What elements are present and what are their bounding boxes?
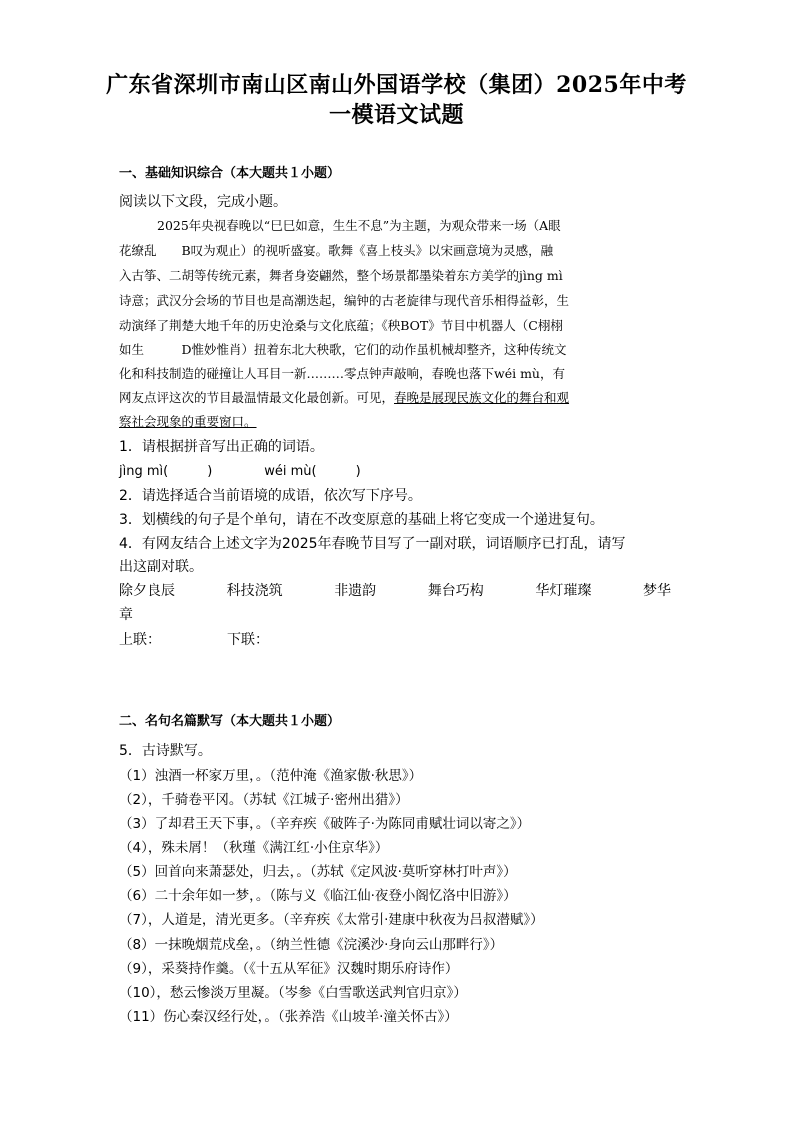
- passage-line-6: 如生 D惟妙惟肖）扭着东北大秧歌，它们的动作虽机械却整齐，这种传统文: [119, 342, 567, 357]
- question-3: 3．划横线的句子是个单句，请在不改变原意的基础上将它变成一个递进复句。: [119, 512, 604, 528]
- section1-heading: 一、基础知识综合（本大题共１小题）: [119, 166, 341, 181]
- question-1: 1．请根据拼音写出正确的词语。: [119, 439, 324, 455]
- poem-item-1: （1）浊酒一杯家万里，。（范仲淹《渔家傲·秋思》）: [119, 768, 423, 784]
- question-2: 2．请选择适合当前语境的成语，依次写下序号。: [119, 488, 422, 504]
- poem-item-6: （6）二十余年如一梦，。（陈与义《临江仙·夜登小阁忆洛中旧游》）: [119, 888, 517, 904]
- couplet-word: 科技浇筑: [226, 583, 283, 599]
- couplet-word: 梦华: [642, 583, 671, 599]
- passage-line-8: [119, 388, 674, 406]
- passage-line-9: [119, 412, 674, 430]
- passage-line-5: 动演绎了荆楚大地千年的历史沧桑与文化底蕴；《秧BOT》节目中机器人（C栩栩: [119, 318, 563, 333]
- couplet-lower-label: 下联：: [227, 632, 269, 648]
- section1-intro: 阅读以下文段，完成小题。: [119, 194, 287, 210]
- question-4-line1: 4．有网友结合上述文字为2025年春晚节目写了一副对联，词语顺序已打乱，请写: [119, 536, 626, 552]
- poem-item-4: （4），殊未屑！（秋瑾《满江红·小住京华》）: [119, 840, 389, 856]
- question-4-line2: 出这副对联。: [119, 559, 203, 575]
- passage-line-8-text: 网友点评这次的节目最温情最文化最创新。可见，: [119, 390, 395, 405]
- couplet-word: 舞台巧构: [427, 583, 484, 599]
- poem-item-10: （10），愁云惨淡万里凝。（岑参《白雪歌送武判官归京》）: [119, 985, 467, 1001]
- couplet-word: 非遗韵: [334, 583, 377, 599]
- passage-line-2: 花缭乱 B叹为观止）的视听盛宴。歌舞《喜上枝头》以宋画意境为灵感，融: [119, 243, 554, 258]
- section2-heading: 二、名句名篇默写（本大题共１小题）: [119, 714, 341, 729]
- passage-line-3: 入古筝、二胡等传统元素，舞者身姿翩然，整个场景都墨染着东方美学的jìng mì: [119, 268, 563, 283]
- poem-item-7: （7），人道是，清光更多。（辛弃疾《太常引·建康中秋夜为吕叔潜赋》）: [119, 912, 544, 928]
- document-title-line1: 广东省深圳市南山区南山外国语学校（集团）2025年中考: [106, 72, 687, 98]
- poem-item-3: （3）了却君王天下事，。（辛弃疾《破阵子·为陈同甫赋壮词以寄之》）: [119, 816, 531, 832]
- passage-line-7: 化和科技制造的碰撞让人耳目一新………零点钟声敲响，春晚也落下wéi mù，有: [119, 366, 565, 381]
- couplet-word: 华灯璀璨: [535, 583, 592, 599]
- document-title-line2: 一模语文试题: [328, 102, 464, 128]
- underlined-sentence-part1: 春晚是展现民族文化的舞台和观: [394, 390, 570, 405]
- couplet-upper-label: 上联：: [119, 632, 161, 648]
- underlined-sentence-part2: 察社会现象的重要窗口。: [119, 414, 257, 429]
- poem-item-2: （2），千骑卷平冈。（苏轼《江城子·密州出猎》）: [119, 792, 409, 808]
- couplet-word-list: [119, 580, 671, 600]
- couplet-word-overflow: 章: [119, 607, 133, 623]
- poem-item-8: （8）一抹晚烟荒戍垒，。（纳兰性德《浣溪沙·身向云山那畔行》）: [119, 937, 504, 953]
- couplet-word: 除夕良辰: [119, 583, 175, 599]
- passage-line-4: 诗意；武汉分会场的节目也是高潮迭起，编钟的古老旋律与现代音乐相得益彰，生: [119, 293, 570, 308]
- poem-item-5: （5）回首向来萧瑟处，归去，。（苏轼《定风波·莫听穿林打叶声》）: [119, 864, 517, 880]
- poem-item-11: （11）伤心秦汉经行处，。（张养浩《山坡羊·潼关怀古》）: [119, 1009, 458, 1025]
- question-1-blanks: jìng mì( ) wéi mù( ): [119, 464, 361, 479]
- passage-line-1: 2025年央视春晚以“巳巳如意，生生不息”为主题，为观众带来一场（A眼: [157, 218, 561, 233]
- poem-item-9: （9），采葵持作羹。（《十五从军征》汉魏时期乐府诗作）: [119, 961, 459, 977]
- question-5: 5．古诗默写。: [119, 743, 212, 759]
